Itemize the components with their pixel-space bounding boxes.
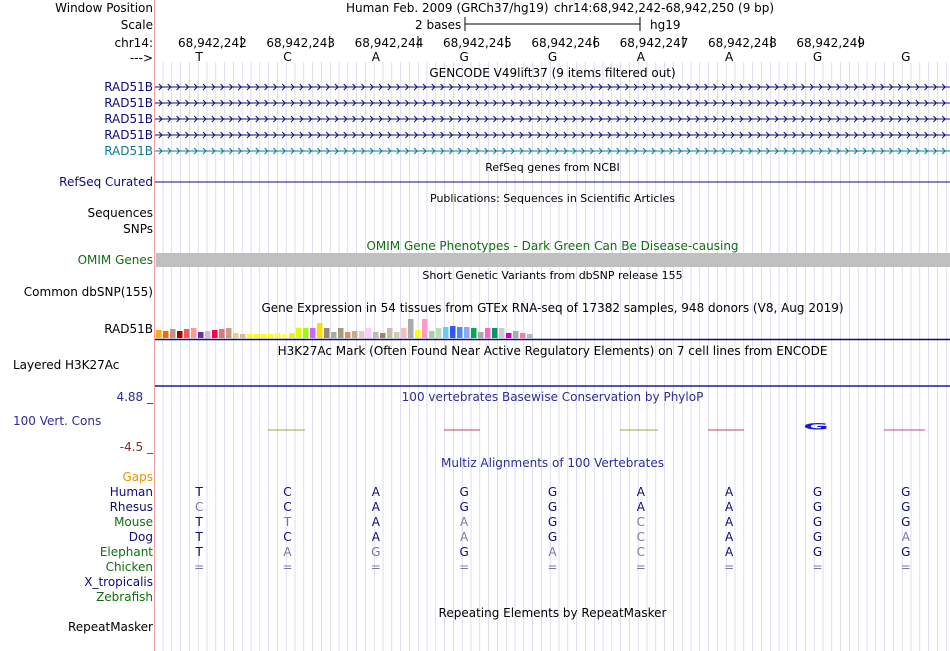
alignment-base: C	[283, 530, 292, 544]
gtex-bar	[366, 328, 372, 338]
gtex-bar	[205, 331, 211, 338]
chrom-label: chr14:	[114, 36, 153, 50]
gtex-bar	[527, 334, 533, 338]
species-label[interactable]: X_tropicalis	[84, 575, 153, 589]
reference-base: A	[725, 50, 734, 64]
gtex-bar	[520, 333, 526, 338]
ruler-position: 68,942,242	[178, 36, 247, 50]
species-label[interactable]: Rhesus	[109, 500, 153, 514]
gencode-title: GENCODE V49lift37 (9 items filtered out)	[429, 66, 676, 80]
alignment-base: C	[636, 545, 646, 559]
alignment-base: A	[725, 515, 734, 529]
omim-bar	[156, 253, 950, 267]
gtex-bar	[485, 328, 491, 338]
gtex-bar	[261, 334, 267, 338]
pubs-title: Publications: Sequences in Scientific Articles	[430, 192, 675, 205]
alignment-base: =	[282, 560, 293, 574]
gtex-bar	[212, 330, 218, 338]
gtex-bar	[450, 326, 456, 338]
alignment-base: G	[901, 485, 911, 499]
ruler-position: 68,942,243	[266, 36, 336, 50]
gaps-label[interactable]: Gaps	[122, 470, 153, 484]
species-label[interactable]: Zebrafish	[96, 590, 153, 604]
gtex-bar	[296, 328, 302, 338]
gtex-bar	[422, 319, 428, 338]
alignment-base: =	[547, 560, 558, 574]
alignment-base: =	[194, 560, 205, 574]
alignment-base: C	[636, 515, 646, 529]
species-label[interactable]: Mouse	[114, 515, 153, 529]
gtex-bar	[443, 327, 449, 338]
alignment-base: G	[901, 515, 911, 529]
alignment-base: G	[547, 530, 558, 544]
gtex-bar	[184, 329, 190, 338]
reference-base: T	[195, 50, 203, 64]
alignment-base: A	[636, 485, 645, 499]
gtex-bar	[457, 327, 463, 338]
dbsnp-label[interactable]: Common dbSNP(155)	[23, 285, 153, 299]
reference-base: G	[812, 50, 823, 64]
gtex-bar	[282, 334, 288, 338]
refseq-title: RefSeq genes from NCBI	[485, 161, 620, 174]
gtex-bar	[429, 331, 435, 338]
gencode-item-label[interactable]: RAD51B	[104, 80, 153, 94]
alignment-base: =	[635, 560, 646, 574]
alignment-base: =	[812, 560, 823, 574]
species-label[interactable]: Dog	[128, 530, 153, 544]
omim-title: OMIM Gene Phenotypes - Dark Green Can Be Disease-causing	[366, 239, 739, 253]
alignment-base: =	[370, 560, 381, 574]
gencode-item-label[interactable]: RAD51B	[104, 96, 153, 110]
alignment-base: =	[724, 560, 735, 574]
alignment-base: A	[725, 545, 734, 559]
gtex-bar	[303, 328, 309, 338]
reference-base: G	[901, 50, 911, 64]
alignment-base: A	[636, 500, 645, 514]
gtex-bar	[219, 329, 225, 338]
gtex-bar	[226, 328, 232, 338]
ruler-position: 68,942,246	[531, 36, 601, 50]
gtex-bar	[233, 333, 239, 338]
gtex-bar	[464, 327, 470, 338]
alignment-base: A	[725, 485, 734, 499]
repeatmasker-title: Repeating Elements by RepeatMasker	[438, 606, 667, 620]
gtex-bar	[268, 334, 274, 338]
reference-base: A	[636, 50, 645, 64]
alignment-base: =	[900, 560, 911, 574]
alignment-base: T	[283, 515, 292, 529]
gtex-bar	[317, 323, 323, 338]
alignment-base: G	[459, 500, 469, 514]
species-label[interactable]: Human	[109, 485, 153, 499]
reference-base: C	[283, 50, 292, 64]
alignment-base: C	[283, 500, 292, 514]
gtex-bar	[289, 333, 295, 338]
pubs-sequences-label[interactable]: Sequences	[87, 206, 153, 220]
h3k27ac-label[interactable]: Layered H3K27Ac	[13, 358, 120, 372]
alignment-base: A	[460, 515, 469, 529]
gtex-bar	[471, 328, 477, 338]
gtex-label[interactable]: RAD51B	[104, 322, 153, 336]
phylop-max: 4.88 _	[116, 390, 153, 404]
gtex-bar	[499, 328, 505, 338]
alignment-base: G	[812, 530, 823, 544]
alignment-base: G	[812, 515, 823, 529]
ruler-position: 68,942,247	[619, 36, 689, 50]
gencode-item-label[interactable]: RAD51B	[104, 144, 153, 158]
gtex-bar	[345, 332, 351, 338]
alignment-base: A	[460, 530, 469, 544]
assembly-title: Human Feb. 2009 (GRCh37/hg19)	[346, 1, 549, 15]
refseq-label[interactable]: RefSeq Curated	[59, 175, 153, 189]
omim-label[interactable]: OMIM Genes	[77, 253, 153, 267]
scale-db: hg19	[650, 18, 681, 32]
alignment-base: G	[901, 500, 911, 514]
gtex-bar	[436, 328, 442, 338]
gtex-bar	[513, 331, 519, 338]
multiz-title: Multiz Alignments of 100 Vertebrates	[440, 456, 665, 470]
pubs-snps-label[interactable]: SNPs	[123, 222, 153, 236]
ruler-position: 68,942,244	[354, 36, 424, 50]
gtex-bar	[506, 333, 512, 338]
gtex-bar	[331, 332, 337, 338]
alignment-base: A	[371, 500, 380, 514]
repeatmasker-label[interactable]: RepeatMasker	[67, 620, 153, 634]
dbsnp-title: Short Genetic Variants from dbSNP release 155	[422, 269, 683, 282]
alignment-base: G	[371, 545, 381, 559]
alignment-base: A	[901, 530, 910, 544]
gtex-bar	[415, 330, 421, 338]
alignment-base: C	[194, 500, 204, 514]
reference-base: G	[459, 50, 469, 64]
alignment-base: A	[371, 530, 380, 544]
alignment-base: C	[636, 530, 646, 544]
alignment-base: A	[725, 500, 734, 514]
h3k27ac-title: H3K27Ac Mark (Often Found Near Active Regulatory Elements) on 7 cell lines from ENCODE	[277, 344, 828, 358]
alignment-base: A	[548, 545, 557, 559]
ruler-position: 68,942,249	[796, 36, 866, 50]
alignment-base: G	[812, 500, 823, 514]
phylop-label[interactable]: 100 Vert. Cons	[13, 414, 102, 428]
gtex-bar	[492, 328, 498, 338]
window-range: chr14:68,942,242-68,942,250 (9 bp)	[554, 1, 775, 15]
gtex-bar	[352, 331, 358, 338]
gtex-bar	[387, 328, 393, 338]
phylop-min: -4.5 _	[119, 440, 153, 454]
alignment-base: G	[547, 515, 558, 529]
gencode-item-label[interactable]: RAD51B	[104, 128, 153, 142]
alignment-base: T	[195, 515, 203, 529]
gtex-bar	[177, 331, 183, 338]
gtex-bar	[240, 334, 246, 338]
alignment-base: G	[812, 485, 823, 499]
alignment-base: A	[371, 515, 380, 529]
gtex-bar	[254, 334, 260, 338]
gtex-bar	[163, 331, 169, 338]
gtex-bar	[324, 328, 330, 338]
alignment-base: =	[459, 560, 470, 574]
scale-label: Scale	[120, 18, 153, 32]
species-label[interactable]: Elephant	[99, 545, 153, 559]
alignment-base: T	[195, 485, 203, 499]
gtex-bar	[247, 334, 253, 338]
alignment-base: G	[901, 545, 911, 559]
alignment-base: A	[283, 545, 292, 559]
reference-base: A	[371, 50, 380, 64]
gtex-bar	[198, 332, 204, 338]
alignment-base: G	[459, 485, 469, 499]
gtex-bar	[408, 319, 414, 338]
alignment-base: T	[195, 530, 203, 544]
gtex-bar	[170, 329, 176, 338]
gtex-bar	[380, 333, 386, 338]
alignment-base: G	[547, 485, 558, 499]
gtex-bar	[373, 332, 379, 338]
reference-base: G	[547, 50, 558, 64]
ruler-position: 68,942,245	[443, 36, 512, 50]
species-label[interactable]: Chicken	[105, 560, 153, 574]
gtex-bar	[338, 328, 344, 338]
phylop-logo-G: G	[803, 421, 829, 432]
gtex-bar	[191, 328, 197, 338]
phylop-title: 100 vertebrates Basewise Conservation by PhyloP	[401, 390, 704, 404]
gtex-bar	[359, 331, 365, 338]
alignment-base: C	[283, 485, 292, 499]
scale-text: 2 bases	[415, 18, 462, 32]
gtex-title: Gene Expression in 54 tissues from GTEx RNA-seq of 17382 samples, 948 donors (V8, Aug 2019)	[261, 301, 844, 315]
alignment-base: A	[725, 530, 734, 544]
alignment-base: T	[195, 545, 203, 559]
alignment-base: G	[459, 545, 469, 559]
gtex-bar	[394, 332, 400, 338]
ruler-position: 68,942,248	[708, 36, 777, 50]
window-position-label: Window Position	[55, 1, 153, 15]
gtex-bar	[401, 328, 407, 338]
gtex-bar	[156, 330, 162, 338]
strand-label: --->	[129, 51, 153, 65]
gencode-item-label[interactable]: RAD51B	[104, 112, 153, 126]
alignment-base: A	[371, 485, 380, 499]
gtex-bar	[310, 328, 316, 338]
alignment-base: G	[812, 545, 823, 559]
gtex-bar	[478, 332, 484, 338]
alignment-base: G	[547, 500, 558, 514]
gtex-bar	[275, 333, 281, 338]
